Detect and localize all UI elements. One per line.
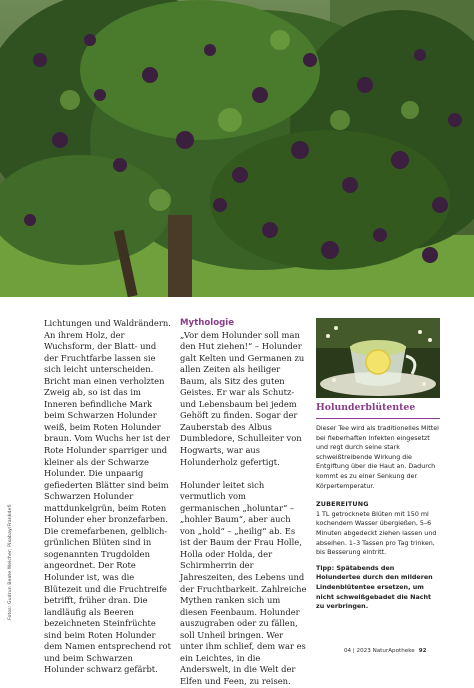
body-paragraph: Holunder leitet sich vermutlich vom germanischen „holuntar“ – „hohler Baum“, aber auch von „hold“ – „heilig“ ab. Es ist der Baum der Frau Holle, Holla oder Holda, der Schirmherrin der Jahreszeiten, des Lebens und der Fruchtbarkeit. Zahlreiche Mythen ranken sich um diesen Feenbaum. Holunder auszugraben oder zu fällen, soll Unheil bringen. Wer unter ihm schlief, dem war es ein Leichtes, in die Anderswelt, in die Welt der Elfen und Feen, zu reisen. xyxy=(180,479,307,686)
body-paragraph: Lichtungen und Waldrändern. An ihrem Holz, der Wuchsform, der Blatt- und der Fruchtfarbe lassen sie sich leicht unterscheiden. Bricht man einen verholzten Zweig ab, so ist das im Inneren befindliche Mark beim Schwarzen Holunder weiß, beim Roten Holunder braun. Vom Wuchs her ist der Rote Holunder sparriger und kleiner als der Schwarze Holunder. Die unpaarig gefiederten Blätter sind beim Schwarzen Holunder mattdunkelgrün, beim Roten Holunder eher bronzefarben. Die cremefarbenen, gelblich-grünlichen Blüten sind in sogenannten Trugdolden angeordnet. Der Rote Holunder ist, was die Blütezeit und die Fruchtreife betrifft, früher dran. Die landläufig als Beeren bezeichneten Steinfrüchte sind beim Roten Holunder dem Namen entsprechend rot und beim Schwarzen Holunder schwarz gefärbt. xyxy=(44,318,171,675)
info-box-subheading: ZUBEREITUNG xyxy=(316,501,369,509)
photo-credit: Fotos: Gudrun Beate Welcher; Pixabay/Frankdefi xyxy=(8,504,13,620)
info-box-divider xyxy=(316,418,440,419)
tea-cup-photo xyxy=(316,318,440,398)
body-paragraph: „Vor dem Holunder soll man den Hut ziehen!“ – Holunder galt Kelten und Germanen zu allen Zeiten als heiliger Baum, als Sitz des guten Geistes. Er war als Schutz- und Lebensbaum bei jedem Gehöft zu finden. Sogar der Zauberstab des Albus Dumbledore, Schulleiter von Hogwarts, war aus Holunderholz gefertigt. xyxy=(180,329,305,467)
info-box-intro: Dieser Tee wird als traditionelles Mittel bei fieberhaften Infekten eingesetzt und regt durch seine stark schweißtreibende Wirkung die Entgiftung über die Haut an. Dadurch kommt es zu einer Senkung der Körpertemperatur. xyxy=(316,425,439,490)
section-heading: Mythologie xyxy=(180,318,235,328)
elder-bush-photo xyxy=(0,0,474,297)
page-number: 92 xyxy=(418,648,427,654)
body-column-2 xyxy=(180,318,308,688)
info-box-preparation: 1 TL getrocknete Blüten mit 150 ml kochendem Wasser übergießen, 5–6 Minuten abgedeckt ziehen lassen und abseihen. 1–3 Tassen pro Tag trinken, bis Besserung eintritt. xyxy=(316,510,437,557)
info-box-title: Holunderblütentee xyxy=(316,402,416,413)
body-column-1 xyxy=(44,318,172,676)
info-box-tip: Tipp: Spätabends den Holundertee durch den milderen Lindenblütentee ersetzen, um nicht schweißgebadet die Nacht zu verbringen. xyxy=(316,564,433,611)
info-box-content xyxy=(316,424,440,612)
page-footer xyxy=(344,648,426,654)
issue-label: 04 | 2023 NaturApotheke xyxy=(344,648,415,654)
